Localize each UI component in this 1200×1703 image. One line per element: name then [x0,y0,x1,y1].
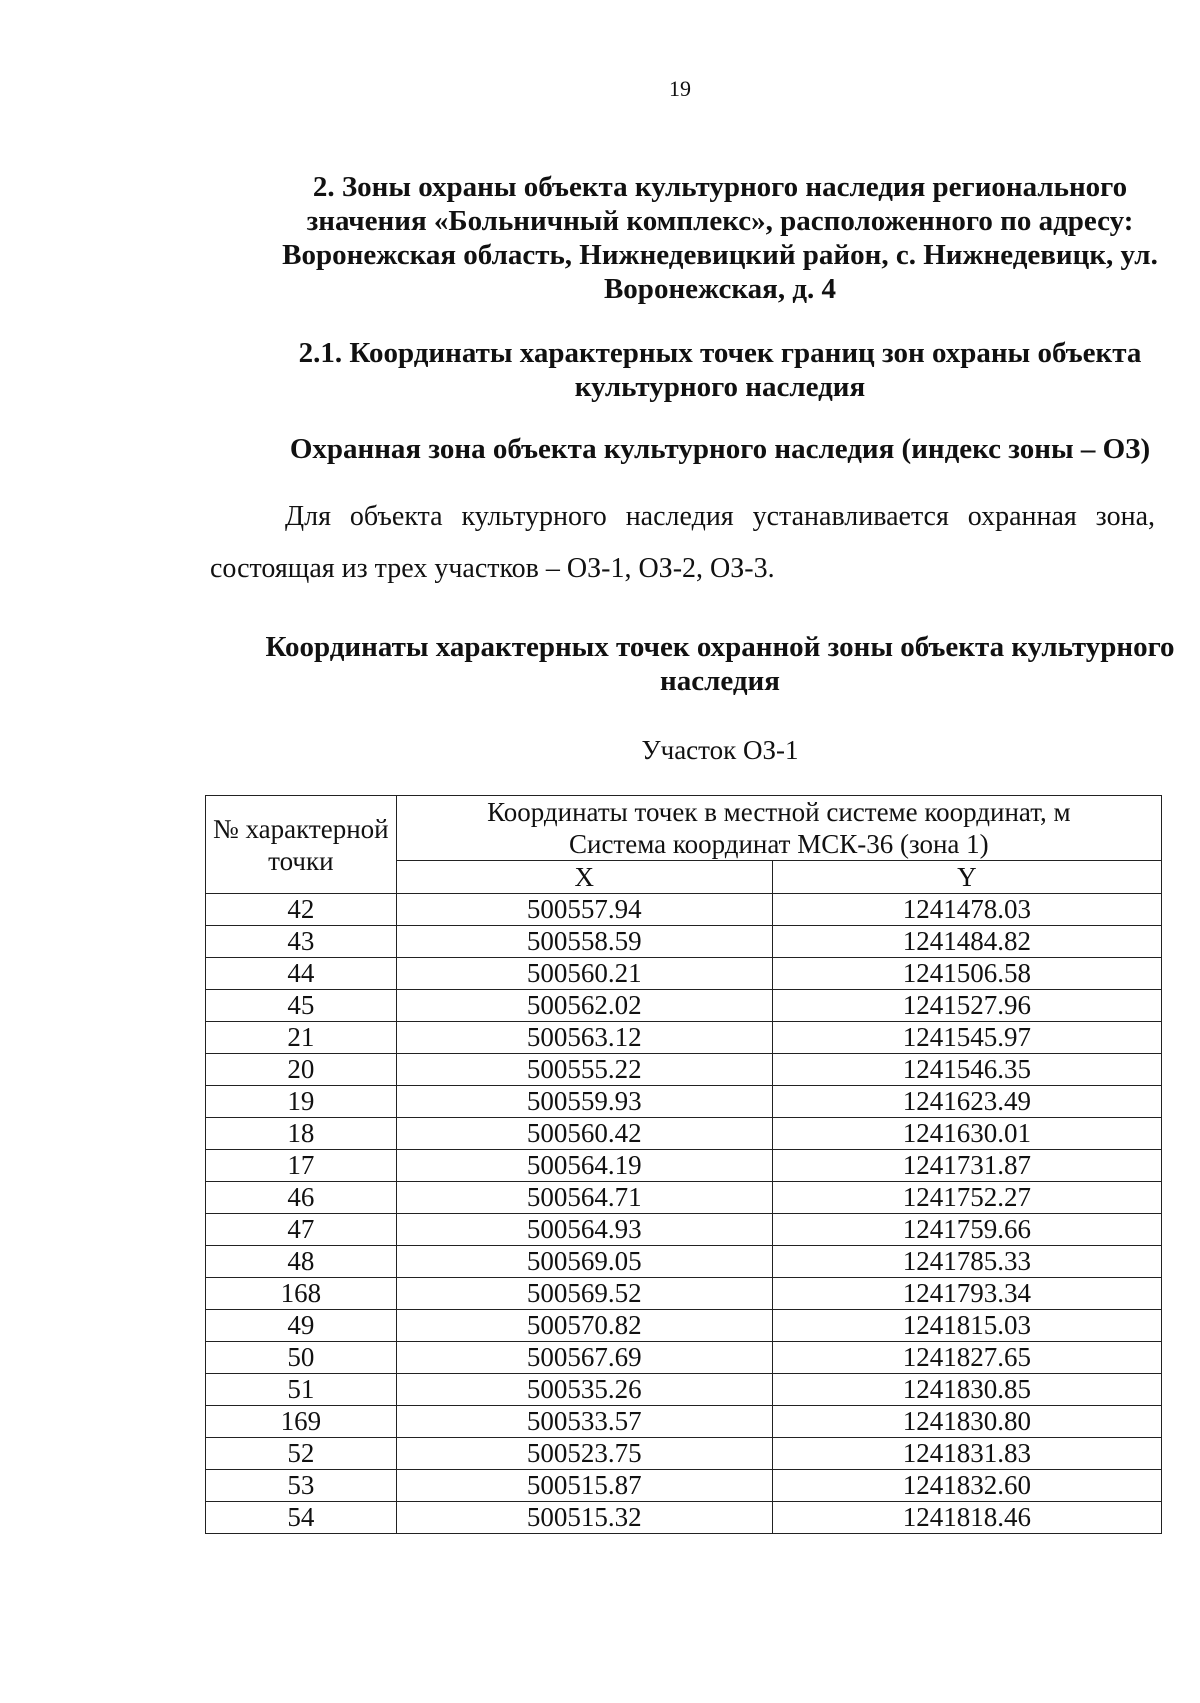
point-number-cell: 21 [206,1022,397,1054]
y-coordinate-cell: 1241832.60 [772,1470,1161,1502]
x-coordinate-cell: 500569.52 [396,1278,772,1310]
y-coordinate-cell: 1241545.97 [772,1022,1161,1054]
table-row [206,1438,1162,1470]
x-coordinate-cell: 500558.59 [396,926,772,958]
y-coordinate-cell: 1241831.83 [772,1438,1161,1470]
table-row [206,1086,1162,1118]
x-coordinate-cell: 500557.94 [396,894,772,926]
point-number-cell: 168 [206,1278,397,1310]
y-coordinate-cell: 1241793.34 [772,1278,1161,1310]
table-row [206,1246,1162,1278]
point-number-cell: 43 [206,926,397,958]
table-row [206,1150,1162,1182]
table-row [206,1310,1162,1342]
y-coordinate-cell: 1241527.96 [772,990,1161,1022]
point-number-cell: 54 [206,1502,397,1534]
point-number-cell: 49 [206,1310,397,1342]
coordinates-table [205,795,1162,1534]
point-number-cell: 44 [206,958,397,990]
point-number-cell: 45 [206,990,397,1022]
y-coordinate-cell: 1241830.80 [772,1406,1161,1438]
y-coordinate-cell: 1241830.85 [772,1374,1161,1406]
table-row [206,1374,1162,1406]
table-row [206,1214,1162,1246]
table-header [206,796,1162,894]
header-coordinates-line-2: Система координат МСК-36 (зона 1) [568,829,989,859]
header-point-number: № характерной точки [206,796,397,894]
point-number-cell: 47 [206,1214,397,1246]
point-number-cell: 50 [206,1342,397,1374]
table-row [206,1470,1162,1502]
y-coordinate-cell: 1241752.27 [772,1182,1161,1214]
x-coordinate-cell: 500569.05 [396,1246,772,1278]
y-coordinate-cell: 1241506.58 [772,958,1161,990]
x-coordinate-cell: 500562.02 [396,990,772,1022]
point-number-cell: 18 [206,1118,397,1150]
section-heading: 2. Зоны охраны объекта культурного наследия регионального значения «Больничный комплекс», расположенного по адресу: Воронежская область, Нижнедевицкий район, с. Нижнедевицк, ул. Воронежская, д. 4 [282,171,1158,305]
y-coordinate-cell: 1241546.35 [772,1054,1161,1086]
zone-heading: Охранная зона объекта культурного наследия (индекс зоны – ОЗ) [289,433,1151,465]
table-row [206,894,1162,926]
x-coordinate-cell: 500567.69 [396,1342,772,1374]
x-coordinate-cell: 500560.21 [396,958,772,990]
x-coordinate-cell: 500535.26 [396,1374,772,1406]
header-y: Y [772,861,1161,894]
point-number-cell: 48 [206,1246,397,1278]
x-coordinate-cell: 500555.22 [396,1054,772,1086]
x-coordinate-cell: 500570.82 [396,1310,772,1342]
x-coordinate-cell: 500563.12 [396,1022,772,1054]
y-coordinate-cell: 1241785.33 [772,1246,1161,1278]
point-number-cell: 51 [206,1374,397,1406]
table-row [206,926,1162,958]
y-coordinate-cell: 1241827.65 [772,1342,1161,1374]
page-number: 19 [669,76,691,101]
point-number-cell: 17 [206,1150,397,1182]
y-coordinate-cell: 1241815.03 [772,1310,1161,1342]
table-row [206,1118,1162,1150]
table-row [206,1054,1162,1086]
y-coordinate-cell: 1241759.66 [772,1214,1161,1246]
y-coordinate-cell: 1241630.01 [772,1118,1161,1150]
x-coordinate-cell: 500533.57 [396,1406,772,1438]
point-number-cell: 19 [206,1086,397,1118]
subsection-heading: 2.1. Координаты характерных точек границ зон охраны объекта культурного наследия [298,337,1142,403]
table-title: Координаты характерных точек охранной зоны объекта культурного наследия [265,631,1175,697]
point-number-cell: 20 [206,1054,397,1086]
paragraph-line-2: состоящая из трех участков – ОЗ-1, ОЗ-2, ОЗ-3. [210,553,775,584]
x-coordinate-cell: 500523.75 [396,1438,772,1470]
plot-label: Участок ОЗ-1 [641,735,799,765]
x-coordinate-cell: 500559.93 [396,1086,772,1118]
y-coordinate-cell: 1241731.87 [772,1150,1161,1182]
y-coordinate-cell: 1241818.46 [772,1502,1161,1534]
table-row [206,1278,1162,1310]
x-coordinate-cell: 500515.32 [396,1502,772,1534]
point-number-cell: 52 [206,1438,397,1470]
x-coordinate-cell: 500515.87 [396,1470,772,1502]
x-coordinate-cell: 500564.19 [396,1150,772,1182]
y-coordinate-cell: 1241623.49 [772,1086,1161,1118]
table-row [206,958,1162,990]
x-coordinate-cell: 500560.42 [396,1118,772,1150]
x-coordinate-cell: 500564.71 [396,1182,772,1214]
header-coordinates-line-1: Координаты точек в местной системе координат, м [487,797,1071,827]
point-number-cell: 42 [206,894,397,926]
x-coordinate-cell: 500564.93 [396,1214,772,1246]
header-coordinates [396,796,1161,861]
header-x: X [396,861,772,894]
y-coordinate-cell: 1241484.82 [772,926,1161,958]
table-row [206,1502,1162,1534]
table-row [206,1022,1162,1054]
point-number-cell: 46 [206,1182,397,1214]
table-row [206,1342,1162,1374]
point-number-cell: 169 [206,1406,397,1438]
paragraph-line-1: Для объекта культурного наследия устанавливается охранная зона, [285,501,1155,532]
y-coordinate-cell: 1241478.03 [772,894,1161,926]
table-row [206,1182,1162,1214]
table-row [206,1406,1162,1438]
table-row [206,990,1162,1022]
point-number-cell: 53 [206,1470,397,1502]
table-body [206,894,1162,1534]
